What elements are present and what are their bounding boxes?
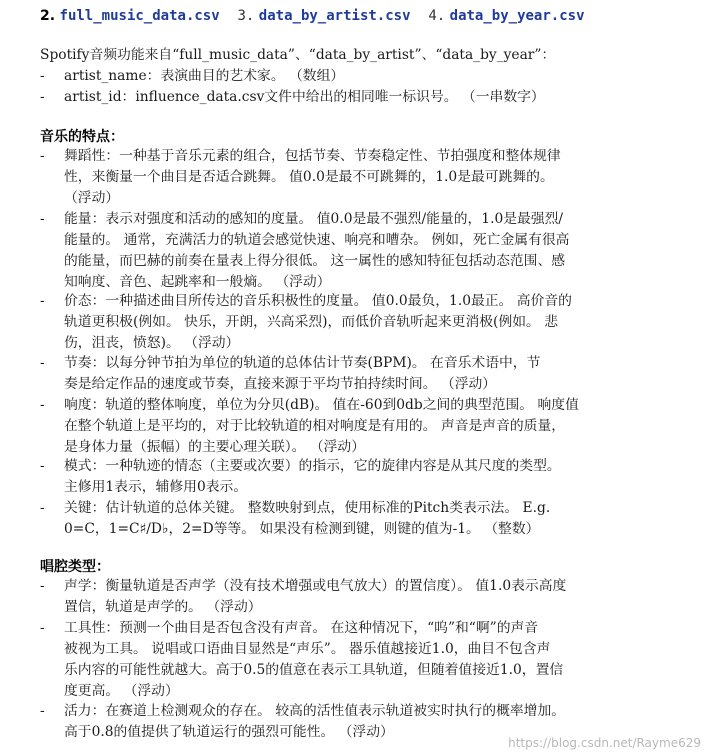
file-number-3: 3. — [237, 8, 255, 24]
bullet-dash: - — [40, 458, 45, 474]
list-item-danceability: - 舞蹈性：一种基于音乐元素的组合，包括节奏、节奏稳定性、节拍强度和整体规律 性，来衡量一个曲目是否适合跳舞。 值0.0是最不可跳舞的，1.0是最可跳舞的。 （浮动） — [40, 148, 561, 206]
bullet-dash: - — [40, 703, 45, 719]
file-list-line — [40, 8, 585, 24]
bullet-dash: - — [40, 620, 45, 636]
list-item-loudness: - 响度：轨道的整体响度，单位为分贝(dB)。 值在-60到0db之间的典型范围。 响度值 在整个轨道上是平均的，对于比较轨道的相对响度是有用的。 声音是声音的质量， 是身体力量（振幅）的主要心理关联）。 （浮动） — [40, 397, 579, 455]
file-name-full-music-data: full_music_data.csv — [59, 8, 220, 24]
list-item-key: - 关键：估计轨道的总体关键。 整数映射到点，使用标准的Pitch类表示法。 E.g. 0=C，1=C♯/D♭，2=D等等。 如果没有检测到键，则键的值为-1。 （整数） — [40, 500, 551, 537]
intro-line: Spotify音频功能来自“full_music_data”、“data_by_artist”、“data_by_year”： — [40, 47, 556, 63]
list-item-instrumentalness: - 工具性：预测一个曲目是否包含没有声音。 在这种情况下，“呜”和“啊”的声音 被视为工具。 说唱或口语曲目显然是“声乐”。 器乐值越接近1.0，曲目不包含声 乐内容的可能性就越大。高于0.5的值意在表示工具轨道，但随着值接近1.0，置信 度更高。 （浮动） — [40, 620, 564, 699]
watermark-url: https://blog.csdn.net/Rayme629 — [508, 736, 701, 750]
list-item-liveness: - 活力：在赛道上检测观众的存在。 较高的活性值表示轨道被实时执行的概率增加。 高于0.8的值提供了轨道运行的强烈可能性。 （浮动） — [40, 703, 566, 740]
list-item-energy: - 能量：表示对强度和活动的感知的度量。 值0.0是最不强烈/能量的，1.0是最强烈/ 能量的。 通常，充满活力的轨道会感觉快速、响亮和嘈杂。 例如，死亡金属有很高 的能量，而巴赫的前奏在量表上得分很低。 这一属性的感知特征包括动态范围、感 知响度、音色、起跳率和一般熵。 （浮动） — [40, 211, 570, 290]
bullet-dash: - — [40, 148, 45, 164]
bullet-dash: - — [40, 355, 45, 371]
list-item-mode: - 模式：一种轨迹的情态（主要或次要）的指示，它的旋律内容是从其尺度的类型。 主修用1表示，辅修用0表示。 — [40, 458, 561, 495]
file-name-data-by-year: data_by_year.csv — [449, 8, 585, 24]
file-number-4: 4. — [428, 8, 446, 24]
bullet-dash: - — [40, 89, 45, 105]
bullet-dash: - — [40, 211, 45, 227]
bullet-dash: - — [40, 293, 45, 309]
section-heading-music-features: 音乐的特点： — [40, 129, 124, 145]
list-item-tempo: - 节奏：以每分钟节拍为单位的轨道的总体估计节奏(BPM)。 在音乐术语中，节 奏是给定作品的速度或节奏，直接来源于平均节拍持续时间。 （浮动） — [40, 355, 541, 392]
list-item-artist-name: - artist_name：表演曲目的艺术家。 （数组） — [40, 66, 670, 87]
bullet-dash: - — [40, 397, 45, 413]
list-item-valence: - 价态：一种描述曲目所传达的音乐积极性的度量。 值0.0最负，1.0最正。 高价音的 轨道更积极(例如。 快乐，开朗，兴高采烈)，而低价音轨听起来更消极(例如。 悲 伤，沮丧，愤怒)。 （浮动） — [40, 293, 572, 351]
file-number-2: 2. — [40, 8, 56, 24]
bullet-dash: - — [40, 578, 45, 594]
list-item-artist-id: - artist_id：influence_data.csv文件中给出的相同唯一标识号。 （一串数字） — [40, 87, 670, 108]
bullet-dash: - — [40, 68, 45, 84]
file-name-data-by-artist: data_by_artist.csv — [258, 8, 411, 24]
section-heading-vocal-types: 唱腔类型： — [40, 559, 110, 575]
list-item-acousticness: - 声学：衡量轨道是否声学（没有技术增强或电气放大）的置信度）。 值1.0表示高度 置信，轨道是声学的。 （浮动） — [40, 578, 567, 615]
bullet-dash: - — [40, 500, 45, 516]
